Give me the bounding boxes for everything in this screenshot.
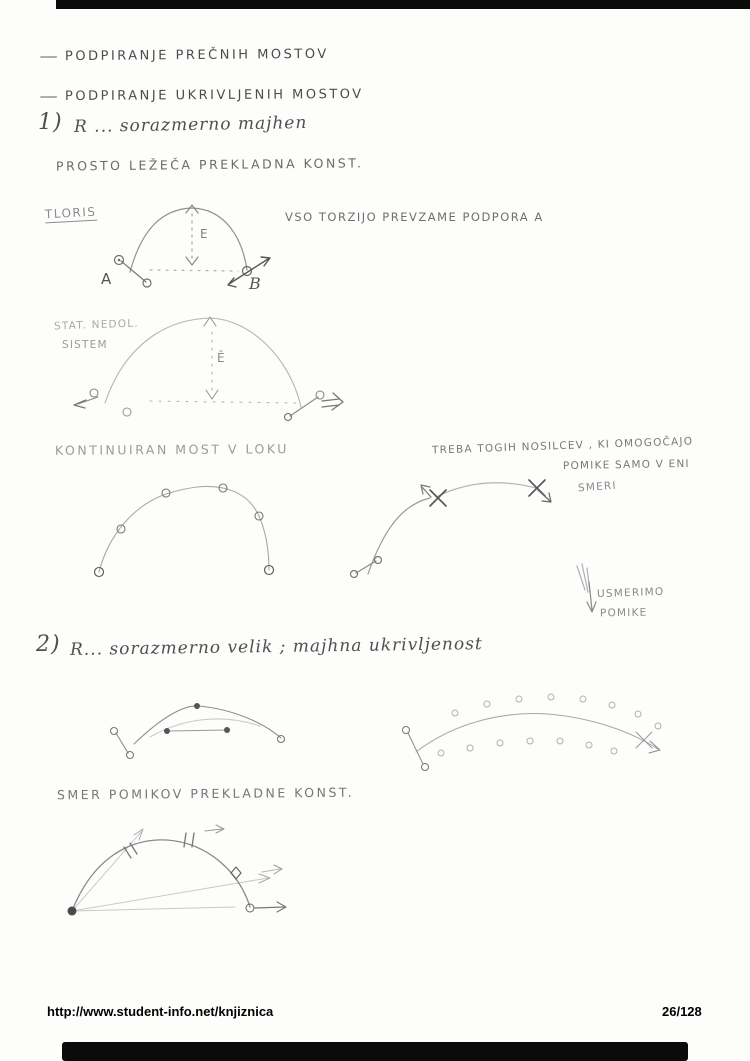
sketch-continuous-arch (95, 484, 274, 577)
indeterminate-caption-line2: SISTEM (62, 339, 108, 351)
sketch-displacement-arch (68, 825, 287, 916)
sketch-tloris-arch (115, 205, 271, 287)
rise-label-e: E (200, 227, 211, 241)
page-number: 26/128 (662, 1004, 702, 1019)
sketch-large-radius-left (111, 703, 285, 759)
item1-subtitle: PROSTO LEŽEČA PREKLADNA KONST. (55, 155, 364, 174)
item2-number: 2) (36, 632, 61, 657)
bullet-text: PODPIRANJE UKRIVLJENIH MOSTOV (64, 86, 364, 105)
sketch-rigid-girders (351, 480, 597, 612)
indeterminate-caption-line1: STAT. NEDOL. (53, 317, 140, 333)
footer-url: http://www.student-info.net/knjiznica (47, 1004, 274, 1019)
tloris-label: TLORIS (44, 204, 97, 222)
sketch-indeterminate-arch (74, 317, 343, 421)
bullet-dash: — (39, 49, 61, 65)
rigid-girders-note-line2: POMIKE SAMO V ENI (562, 457, 690, 473)
item1-number: 1) (38, 110, 63, 135)
sketch-large-radius-right (403, 694, 662, 771)
rigid-girders-note-line3: SMERI (577, 479, 618, 495)
bullet-text: PODPIRANJE PREČNIH MOSTOV (64, 46, 329, 65)
directed-displacements-line2: POMIKE (599, 606, 648, 620)
continuous-bridge-caption: KONTINUIRAN MOST V LOKU (54, 441, 289, 458)
bullet-dash: — (39, 89, 61, 105)
support-b-label: B (249, 274, 262, 293)
item1-text: R ... sorazmerno majhen (73, 112, 308, 138)
rigid-girders-note-line1: TREBA TOGIH NOSILCEV , KI OMOGOČAJO (431, 435, 694, 457)
displacement-direction-caption: SMER POMIKOV PREKLADNE KONST. (56, 784, 355, 803)
support-a-label: A (101, 270, 114, 288)
directed-displacements-line1: USMERIMO (596, 585, 665, 601)
rise-label-e-bar: Ē (217, 351, 228, 365)
torsion-note: VSO TORZIJO PREVZAME PODPORA A (285, 210, 544, 224)
item2-text: R... sorazmerno velik ; majhna ukrivljenost (69, 634, 483, 660)
